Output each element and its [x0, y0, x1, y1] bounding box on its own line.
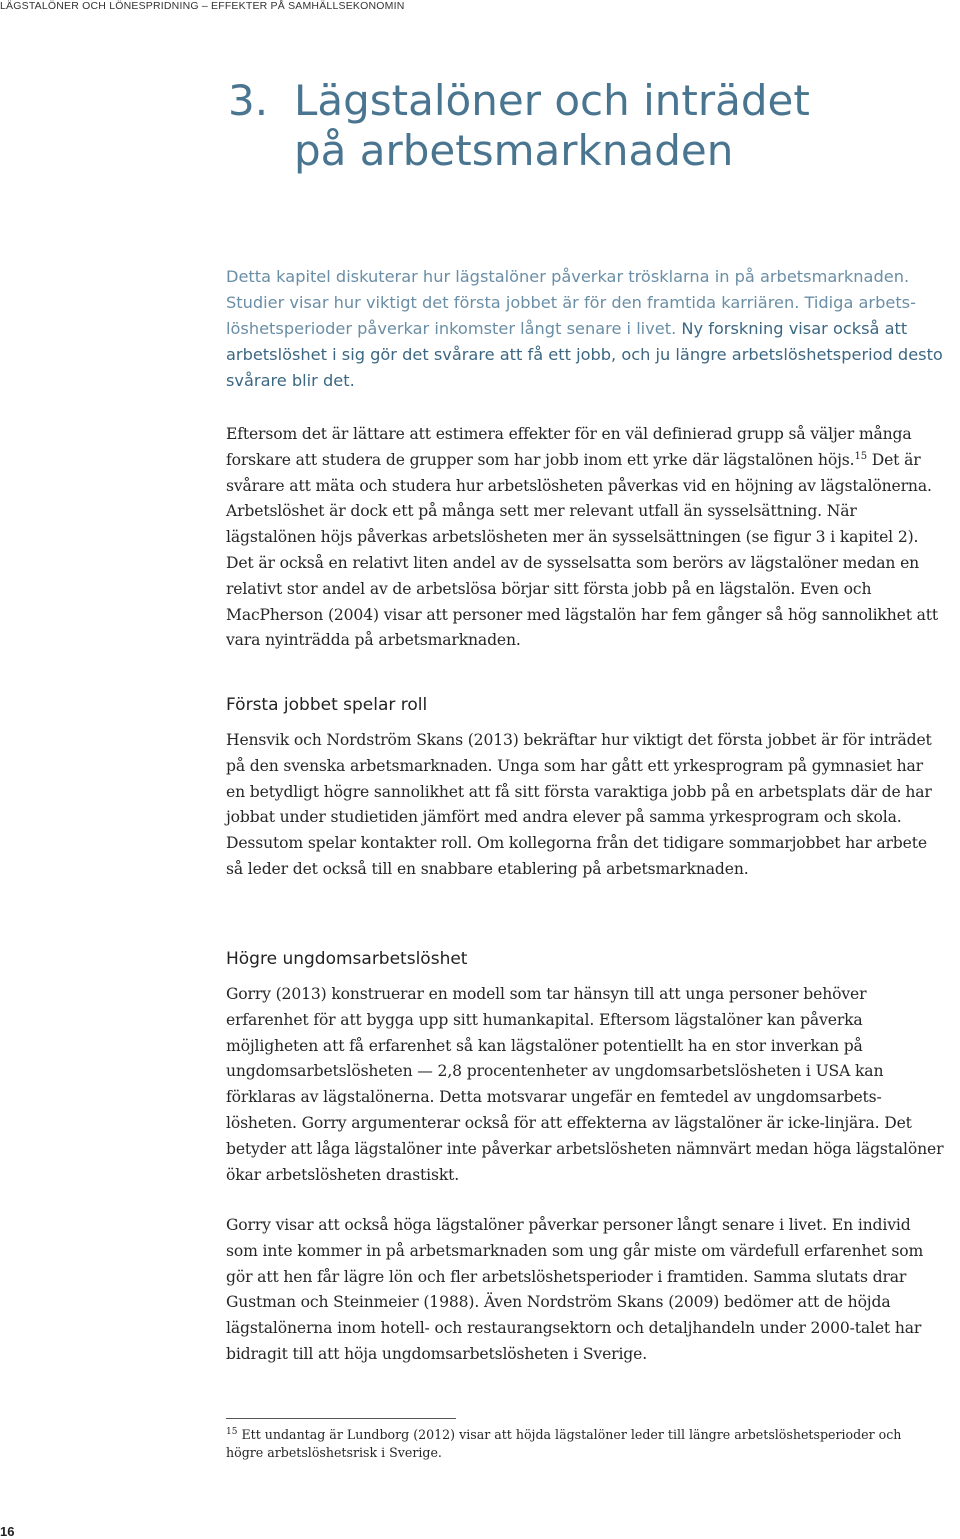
chapter-number: 3. [228, 76, 269, 125]
footnote-text: Ett undantag är Lundborg (2012) visar att höjda lägstalöner leder till längre arbetslöshetsperioder och högre arbetslöshetsrisk i Sverige. [226, 1427, 902, 1460]
footnote-divider [226, 1418, 456, 1419]
page-number: 16 [0, 1524, 15, 1539]
paragraph1-part1: Eftersom det är lättare att estimera effekter för en väl definierad grupp så väljer många forskare att studera de grupper som har jobb inom ett yrke där lägstalönen höjs. [226, 425, 912, 469]
chapter-title-line2: på arbetsmarknaden [294, 126, 734, 175]
body-paragraph-1 [226, 422, 946, 654]
paragraph1-part2: Det är svårare att mäta och studera hur arbetslösheten påverkas vid en höjning av lägstalönerna. Arbetslöshet är dock ett på många sett mer relevant utfall än sysselsättning. När lägstalönen höjs påverkas arbetslösheten mer än sysselsättningen (se figur 3 i kapitel 2). Det är också en relativt liten andel av de sysselsatta som berörs av lägstalöner medan en relativt stor andel av de arbetslösa börjar sitt första jobb på en lägstalön. Even och MacPherson (2004) visar att personer med lägstalön har fem gånger så hög sannolikhet att vara nyinträdda på arbetsmarknaden. [226, 450, 938, 650]
body-paragraph-youth-unemployment-1: Gorry (2013) konstruerar en modell som tar hänsyn till att unga personer behöver erfarenhet för att bygga upp sitt humankapital. Eftersom lägstalöner kan påverka möjligheten att få erfarenhet så kan lägstalöner potentiellt ha en stor inverkan på ungdomsarbetslösheten — 2,8 procentenheter av ungdomsarbetslösheten i USA kan förklaras av lägstalönerna. Detta motsvarar ungefär en femtedel av ungdomsarbetslösheten. Gorry argumenterar också för att effekterna av lägstalöner är icke-linjära. Det betyder att låga lägstalöner inte påverkar arbetslösheten nämnvärt medan höga lägstalöner ökar arbetslösheten drastiskt. [226, 985, 944, 1184]
footnote-number: 15 [226, 1427, 238, 1437]
running-header: LÄGSTALÖNER OCH LÖNESPRIDNING – EFFEKTER PÅ SAMHÄLLSEKONOMIN [0, 0, 405, 12]
footnote-reference[interactable]: 15 [854, 450, 867, 462]
body-paragraph-youth-unemployment-2: Gorry visar att också höga lägstalöner påverkar personer långt senare i livet. En individ som inte kommer in på arbetsmarknaden som ung går miste om värdefull erfarenhet som gör att hen får lägre lön och fler arbetslöshetsperioder i framtiden. Samma slutats drar Gustman och Steinmeier (1988). Även Nordström Skans (2009) bedömer att de höjda lägstalönerna inom hotell- och restaurangsektorn och detaljhandeln under 2000-talet har bidragit till att höja ungdomsarbetslösheten i Sverige. [226, 1216, 924, 1363]
lead-text-dark: Ny forskning visar också att arbetslöshet i sig gör det svårare att få ett jobb, och ju längre arbetslöshetsperiod desto svårare blir det. [226, 319, 943, 390]
footnote [226, 1426, 926, 1462]
section-heading-first-job: Första jobbet spelar roll [226, 695, 428, 715]
chapter-title-line1: Lägstalöner och inträdet [294, 76, 810, 125]
body-paragraph-first-job: Hensvik och Nordström Skans (2013) bekräftar hur viktigt det första jobbet är för inträdet på den svenska arbetsmarknaden. Unga som har gått ett yrkesprogram på gymnasiet har en betydligt högre sannolikhet att få sitt första varaktiga jobb på en arbetsplats där de har jobbat under studietiden jämfört med andra elever på samma yrkesprogram och skola. Dessutom spelar kontakter roll. Om kollegorna från det tidigare sommarjobbet har arbete så leder det också till en snabbare etablering på arbetsmarknaden. [226, 731, 932, 878]
lead-text-light: Detta kapitel diskuterar hur lägstalöner påverkar trösklarna in på arbetsmarknaden. Studier visar hur viktigt det första jobbet är för den framtida karriären. Tidiga arbetslöshetsperioder påverkar inkomster långt senare i livet. [226, 267, 916, 338]
section-heading-youth-unemployment: Högre ungdomsarbetslöshet [226, 949, 468, 969]
lead-paragraph [226, 264, 946, 394]
